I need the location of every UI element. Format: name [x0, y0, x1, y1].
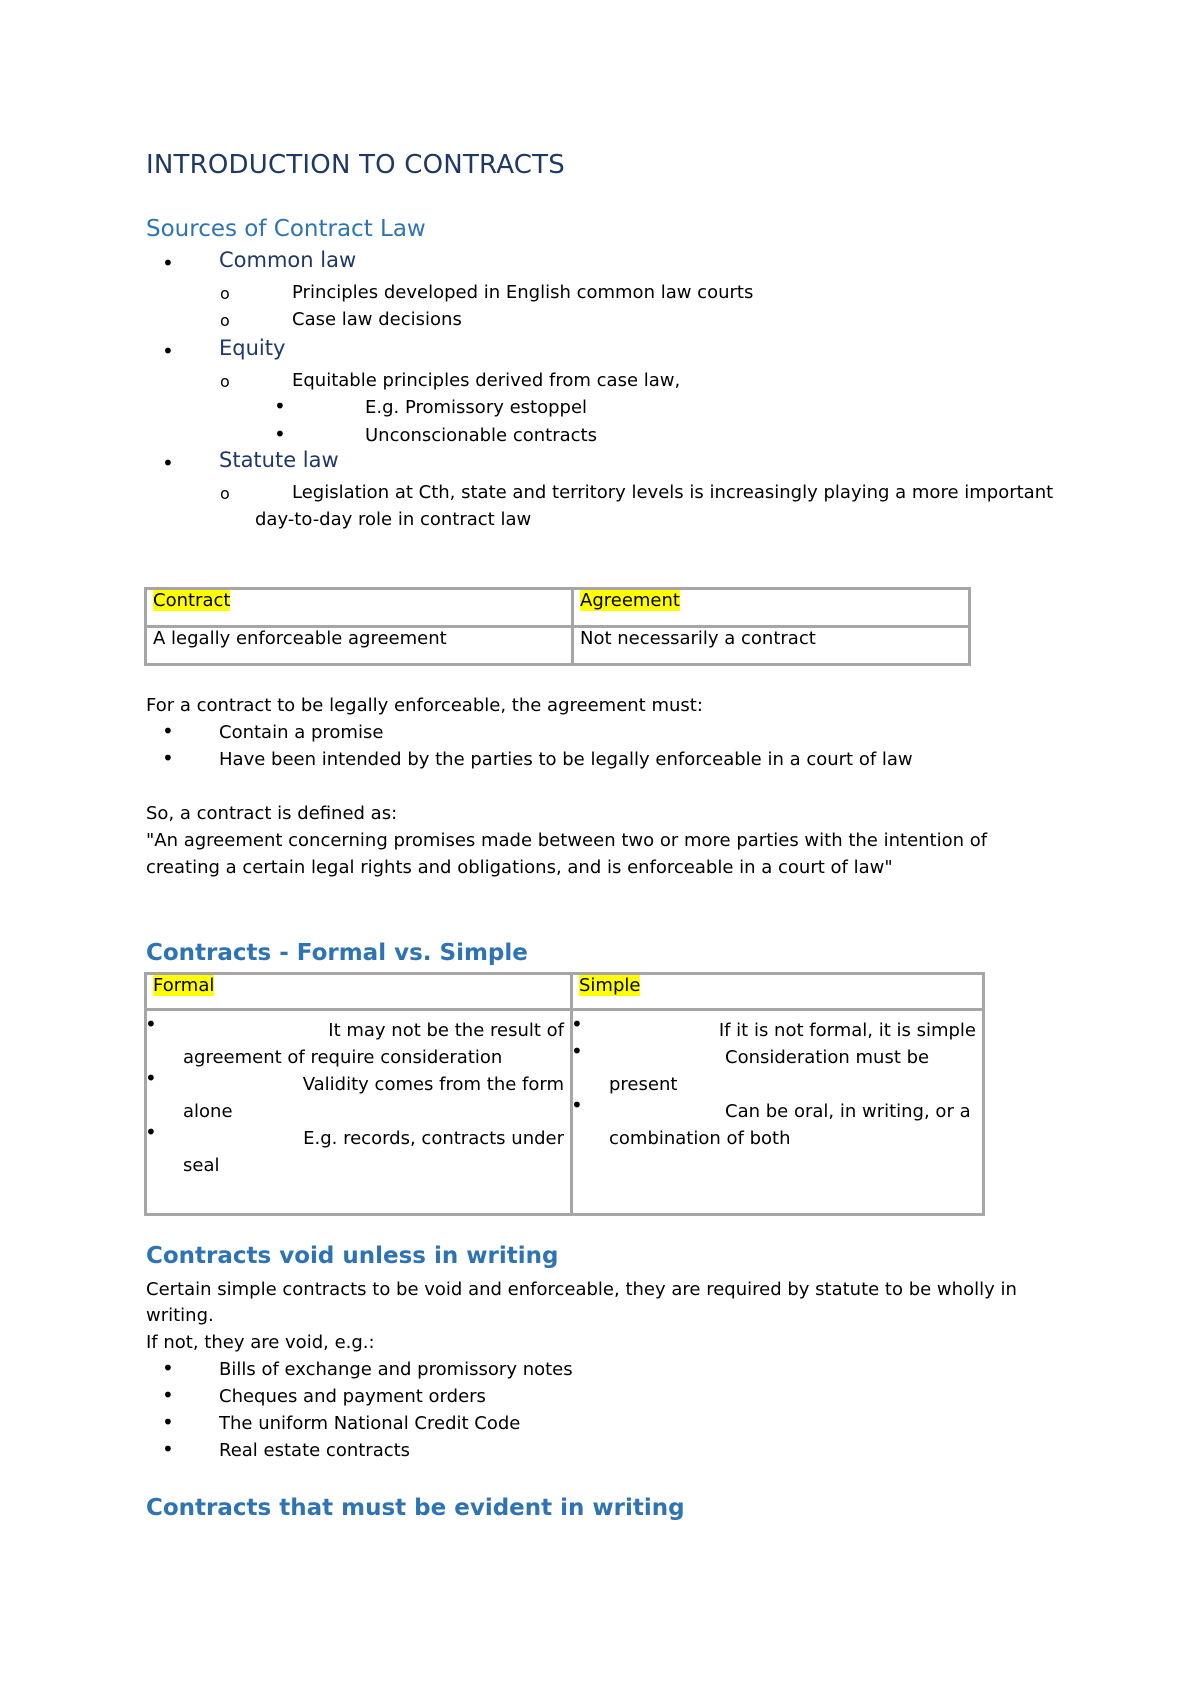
circle-bullet-icon	[220, 369, 230, 395]
table-header-cell	[146, 589, 573, 627]
list-item: The uniform National Credit Code	[219, 1413, 521, 1434]
table-header-cell	[146, 974, 572, 1010]
table-header-simple: Simple	[579, 975, 641, 996]
definition-quote-continuation: creating a certain legal rights and obligations, and is enforceable in a court of law"	[146, 857, 893, 878]
bullet-icon: •	[571, 1039, 583, 1063]
list-item: Principles developed in English common law courts	[292, 282, 754, 303]
list-item: Have been intended by the parties to be legally enforceable in a court of law	[219, 749, 913, 770]
void-heading: Contracts void unless in writing	[146, 1243, 559, 1269]
statute-law-label: Statute law	[219, 448, 339, 472]
list-item: Real estate contracts	[219, 1440, 411, 1461]
circle-bullet-icon	[220, 308, 230, 334]
formal-simple-heading: Contracts - Formal vs. Simple	[146, 940, 528, 966]
bullet-icon	[162, 338, 174, 366]
formal-line: seal	[183, 1155, 220, 1176]
list-item: Contain a promise	[219, 722, 384, 743]
bullet-icon	[162, 450, 174, 478]
simple-line: Can be oral, in writing, or a	[725, 1101, 971, 1122]
formal-line: Validity comes from the form	[302, 1074, 564, 1095]
circle-bullet-icon	[220, 281, 230, 307]
bullet-icon	[162, 250, 174, 278]
void-paragraph-continuation: writing.	[146, 1305, 214, 1326]
simple-line: Consideration must be	[725, 1047, 930, 1068]
bullet-icon	[162, 1409, 174, 1437]
simple-line: combination of both	[609, 1128, 791, 1149]
bullet-icon	[162, 1355, 174, 1383]
simple-line: If it is not formal, it is simple	[718, 1020, 976, 1041]
simple-line: present	[609, 1074, 678, 1095]
formal-cell	[146, 1010, 572, 1215]
bullet-icon: •	[571, 1093, 583, 1117]
circle-bullet-icon	[220, 481, 230, 507]
table-header-agreement: Agreement	[580, 590, 680, 611]
equity-label: Equity	[219, 336, 286, 360]
bullet-icon	[162, 1382, 174, 1410]
bullet-icon	[162, 745, 174, 773]
bullet-icon: •	[571, 1012, 583, 1036]
bullet-icon: •	[145, 1012, 157, 1036]
bullet-icon	[162, 718, 174, 746]
formal-line: E.g. records, contracts under	[303, 1128, 564, 1149]
enforceable-intro: For a contract to be legally enforceable, the agreement must:	[146, 695, 703, 716]
definition-quote: "An agreement concerning promises made between two or more parties with the intention of	[146, 830, 988, 851]
table-header-formal: Formal	[153, 975, 215, 996]
table-cell: A legally enforceable agreement	[146, 627, 573, 665]
list-item: E.g. Promissory estoppel	[365, 397, 588, 418]
list-item: Bills of exchange and promissory notes	[219, 1359, 573, 1380]
bullet-icon	[274, 393, 286, 421]
common-law-label: Common law	[219, 248, 357, 272]
list-item: Cheques and payment orders	[219, 1386, 486, 1407]
void-paragraph: Certain simple contracts to be void and enforceable, they are required by statute to be wholly in	[146, 1279, 1017, 1300]
formal-line: alone	[183, 1101, 233, 1122]
list-item: Unconscionable contracts	[365, 425, 597, 446]
page-title: INTRODUCTION TO CONTRACTS	[146, 150, 565, 180]
simple-cell	[572, 1010, 984, 1215]
list-item: Case law decisions	[292, 309, 462, 330]
formal-simple-table	[144, 972, 985, 1216]
table-header-contract: Contract	[153, 590, 231, 611]
bullet-icon	[274, 421, 286, 449]
table-header-cell	[572, 974, 984, 1010]
void-examples-intro: If not, they are void, e.g.:	[146, 1332, 375, 1353]
sources-heading: Sources of Contract Law	[146, 216, 426, 242]
definition-intro: So, a contract is defined as:	[146, 803, 398, 824]
list-item: Legislation at Cth, state and territory levels is increasingly playing a more important	[292, 482, 1054, 503]
bullet-icon	[162, 1436, 174, 1464]
bullet-icon: •	[145, 1066, 157, 1090]
bullet-icon: •	[145, 1120, 157, 1144]
list-item: Equitable principles derived from case law,	[292, 370, 681, 391]
table-cell: Not necessarily a contract	[573, 627, 970, 665]
table-header-cell	[573, 589, 970, 627]
evident-heading: Contracts that must be evident in writing	[146, 1495, 685, 1521]
contract-agreement-table	[144, 587, 971, 666]
list-item-continuation: day-to-day role in contract law	[255, 509, 532, 530]
formal-line: agreement of require consideration	[183, 1047, 503, 1068]
formal-line: It may not be the result of	[328, 1020, 564, 1041]
